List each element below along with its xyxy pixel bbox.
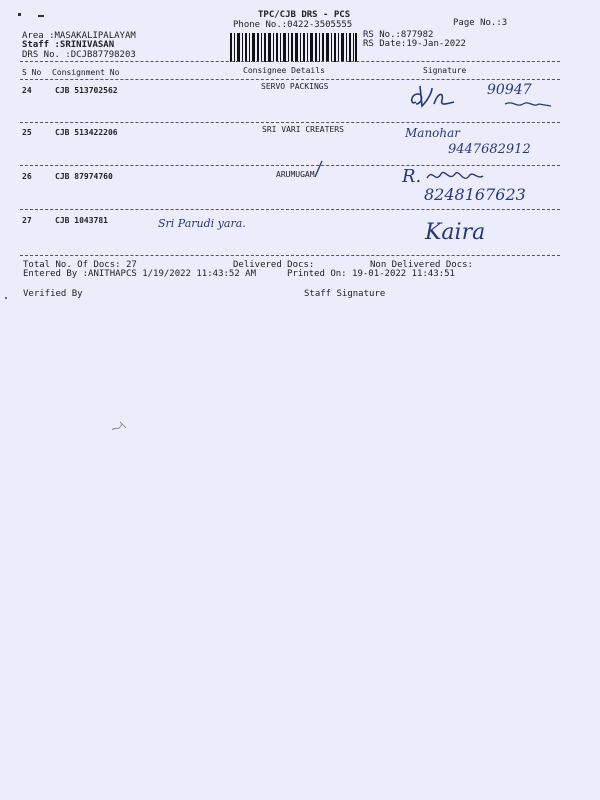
row-sno: 25 [22,128,32,137]
col-header-consignment: Consignment No [52,68,120,77]
non-delivered-docs: Non Delivered Docs: [370,260,473,270]
signature-name: R. [402,166,422,187]
row-consignee: SRI VARI CREATERS [262,125,344,134]
page-number: Page No.:3 [453,18,508,28]
divider [20,79,560,80]
phone-number: Phone No.:0422-3505555 [233,20,353,30]
row-sno: 24 [22,86,32,95]
drs-number: DRS No. :DCJB87798203 [22,50,136,60]
signature-name: Manohar [405,126,461,140]
delivered-docs: Delivered Docs: [233,260,315,270]
handwritten-consignee: Sri Parudi yara. [158,217,246,230]
rs-number: RS No.:877982 [363,30,434,40]
staff-signature: Staff Signature [304,289,386,299]
col-header-consignee: Consignee Details [243,66,325,75]
printed-on: Printed On: 19-01-2022 11:43:51 [287,269,455,279]
verified-by: Verified By [23,289,83,299]
barcode [230,33,357,62]
col-header-signature: Signature [423,66,467,75]
rs-date: RS Date:19-Jan-2022 [363,39,466,49]
row-consignee: ARUMUGAM [276,170,315,179]
row-consignee: SERVO PACKINGS [261,82,329,91]
stray-pen-mark [110,420,130,434]
document-title: TPC/CJB DRS - PCS [258,10,351,20]
row-consignment: CJB 513702562 [55,86,118,95]
divider [20,61,560,62]
stray-mark [5,297,7,299]
row-sno: 27 [22,216,32,225]
divider [20,122,560,123]
row-consignment: CJB 513422206 [55,128,118,137]
signature-mark [408,82,468,112]
col-header-sno: S No [22,68,42,77]
signature-name: Kaira [425,220,486,245]
signature-phone: 8248167623 [424,185,526,204]
divider [20,255,560,256]
entered-by: Entered By :ANITHAPCS 1/19/2022 11:43:52 AM [23,269,256,279]
total-docs: Total No. Of Docs: 27 [23,260,137,270]
row-consignment: CJB 87974760 [55,172,113,181]
consignee-tick-mark [312,160,324,178]
row-consignment: CJB 1043781 [55,216,108,225]
area-field: Area :MASAKALIPALAYAM [22,31,136,41]
corner-mark [18,13,21,16]
signature-phone: 90947 [487,82,532,98]
signature-phone: 9447682912 [448,142,531,157]
staff-field: Staff :SRINIVASAN [22,40,115,50]
signature-flourish [503,96,553,114]
divider [20,209,560,210]
corner-mark [38,15,44,17]
row-sno: 26 [22,172,32,181]
